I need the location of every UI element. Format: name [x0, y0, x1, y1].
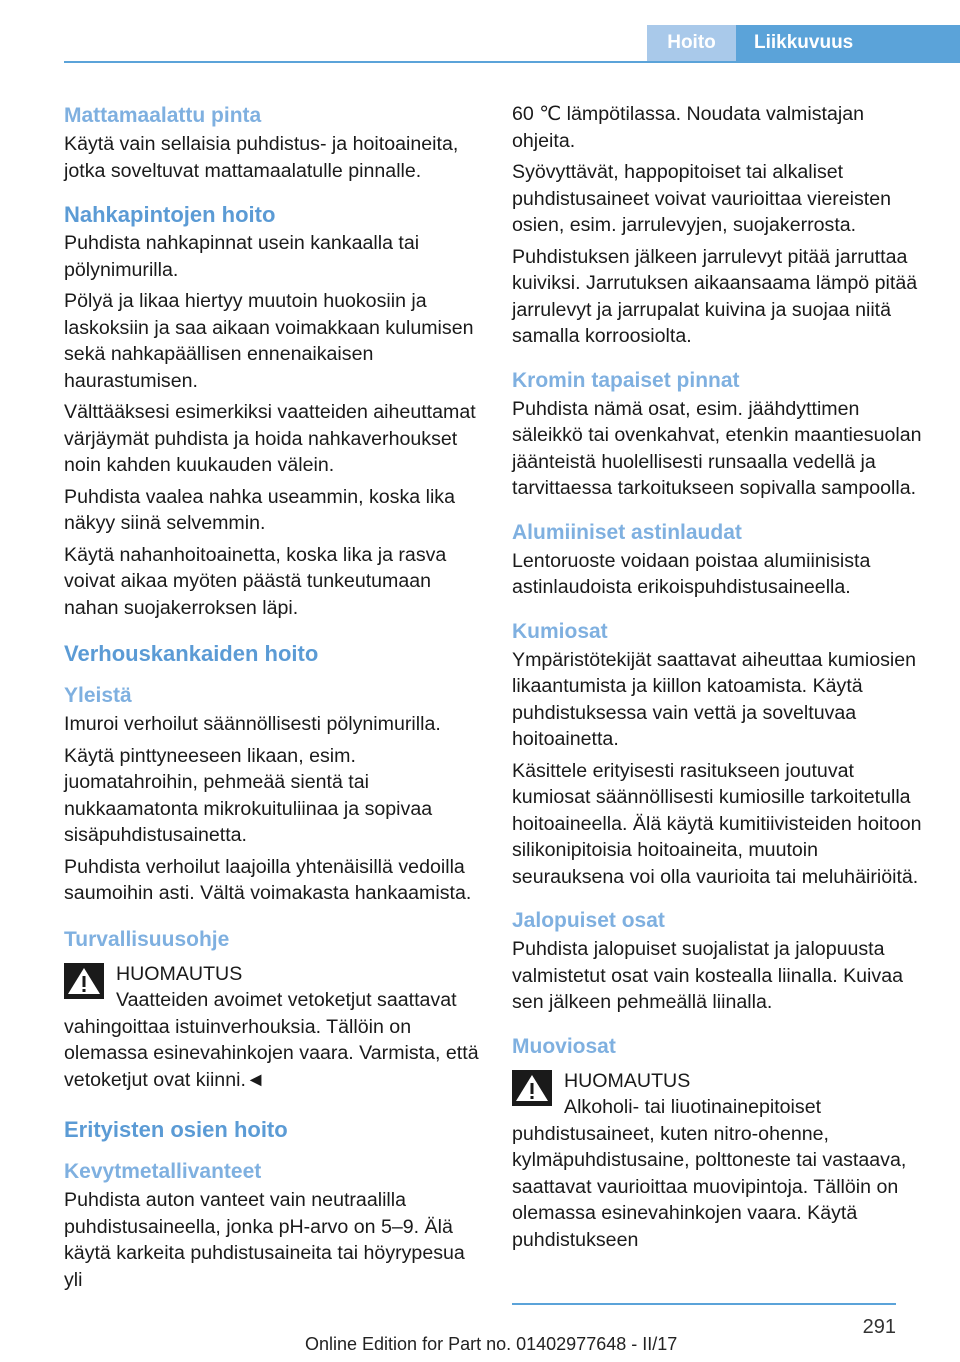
footer-divider [512, 1303, 896, 1305]
paragraph: Puhdistuksen jälkeen jarrulevyt pitää jarruttaa kuiviksi. Jarrutuksen aikaansaama lämpö pitää jarrulevyt ja jarrupalat kuivina ja suojaa niitä samalla korroosiolta. [512, 245, 918, 347]
heading-kumi: Kumiosat [512, 619, 608, 643]
heading-matta: Mattamaalattu pinta [64, 104, 262, 127]
paragraph: Puhdista nämä osat, esim. jäähdyttimen säleikkö tai ovenkahvat, etenkin maantiesuolan jäänteistä huolellisesti runsaalla vedellä ja tarvittaessa tarkoitukseen sopivalla sampoolla. [512, 397, 922, 499]
edition-footer: Online Edition for Part no. 01402977648 - II/17 [305, 1334, 678, 1354]
heading-turva: Turvallisuusohje [64, 927, 230, 951]
heading-verhous: Verhouskankaiden hoito [64, 641, 319, 666]
warning-text: Vaatteiden avoimet vetoketjut saattavat vahingoittaa istuinverhouksia. Tällöin on olemassa esinevahinkojen vaara. Varmista, että vetoketjut ovat kiinni.◄ [64, 989, 479, 1091]
paragraph: Välttääksesi esimerkiksi vaatteiden aiheuttamat värjäymät puhdista ja hoida nahkaverhoukset noin kahden kuukauden välein. [64, 401, 476, 476]
paragraph: 60 ℃ lämpötilassa. Noudata valmistajan ohjeita. [512, 103, 865, 152]
paragraph: Käytä pinttyneeseen likaan, esim. juomatahroihin, pehmeää sientä tai nukkaamatonta mikrokuituliinaa ja sopivaa sisäpuhdistusainetta. [64, 744, 433, 846]
paragraph: Lentoruoste voidaan poistaa alumiinisista astinlaudoista erikoispuhdistusaineella. [512, 549, 871, 598]
heading-alu: Alumiiniset astinlaudat [512, 520, 742, 544]
paragraph: Käsittele erityisesti rasitukseen joutuvat kumiosat säännöllisesti kumiosille tarkoitetulla hoitoaineella. Älä käytä kumitiivisteiden hoitoon silikonipitoisia hoitoaineita, muutoin seurauksena voi olla vaurioita tai meluhäiriöitä. [512, 759, 922, 888]
heading-yleista: Yleistä [64, 684, 132, 707]
paragraph: Pölyä ja likaa hiertyy muutoin huokosiin ja laskoksiin ja saa aikaan voimakkaan kulumisen sekä nahkapäällisen ennenaikaisen haurastumisen. [64, 290, 474, 392]
paragraph: Syövyttävät, happopitoiset tai alkaliset puhdistusaineet voivat vaurioittaa viereisten osien, esim. jarrulevyjen, suojakerrosta. [512, 161, 892, 236]
heading-jalo: Jalopuiset osat [512, 909, 665, 932]
warning-block [512, 1068, 928, 1254]
paragraph: Puhdista vaalea nahka useammin, koska lika näkyy siinä selvemmin. [64, 485, 456, 534]
heading-kevyt: Kevytmetallivanteet [64, 1160, 262, 1183]
heading-nahka: Nahkapintojen hoito [64, 202, 276, 227]
tab-liikkuvuus[interactable]: Liikkuvuus [736, 25, 960, 61]
page-number: 291 [862, 1316, 896, 1338]
heading-kromi: Kromin tapaiset pinnat [512, 368, 740, 392]
heading-erityis: Erityisten osien hoito [64, 1117, 288, 1142]
paragraph: Käytä nahanhoitoainetta, koska lika ja rasva voivat aikaa myöten päästä tunkeutumaan nahan suojakerroksen läpi. [64, 543, 447, 619]
paragraph: Puhdista verhoilut laajoilla yhtenäisillä vedoilla saumoihin asti. Vältä voimakasta hankaamista. [64, 855, 472, 904]
warning-title: HUOMAUTUS [564, 1069, 691, 1092]
paragraph: Käytä vain sellaisia puhdistus- ja hoitoaineita, jotka soveltuvat mattamaalatulle pinnalle. [64, 133, 459, 182]
paragraph: Puhdista jalopuiset suojalistat ja jalopuusta valmistetut osat vain kostealla liinalla. Kuivaa sen jälkeen pehmeällä liinalla. [512, 938, 903, 1013]
paragraph: Ympäristötekijät saattavat aiheuttaa kumiosien likaantumista ja kiillon katoamista. Käytä puhdistuksessa vain vettä ja soveltuvaa hoitoainetta. [512, 648, 917, 750]
warning-triangle-icon [512, 1070, 552, 1106]
paragraph: Puhdista nahkapinnat usein kankaalla tai pölynimurilla. [64, 232, 420, 281]
tab-hoito[interactable]: Hoito [647, 25, 736, 61]
warning-title: HUOMAUTUS [116, 962, 243, 985]
right-column [512, 101, 928, 1253]
paragraph: Puhdista auton vanteet vain neutraalilla puhdistusaineella, jonka pH-arvo on 5–9. Älä käytä karkeita puhdistusaineita tai höyrypesua yli [64, 1189, 465, 1291]
paragraph: Imuroi verhoilut säännöllisesti pölynimurilla. [64, 713, 441, 735]
warning-block [64, 961, 480, 1094]
warning-triangle-icon [64, 963, 104, 999]
header-bar [64, 25, 960, 63]
heading-muovi: Muoviosat [512, 1034, 616, 1058]
warning-text: Alkoholi- tai liuotinainepitoiset puhdistusaineet, kuten nitro-ohenne, kylmäpuhdistusaine, polttoneste tai vastaava, saattavat vaurioittaa muovipintoja. Tällöin on olemassa esinevahinkojen vaara. Käytä puhdistukseen [512, 1096, 907, 1251]
left-column [64, 101, 480, 1293]
